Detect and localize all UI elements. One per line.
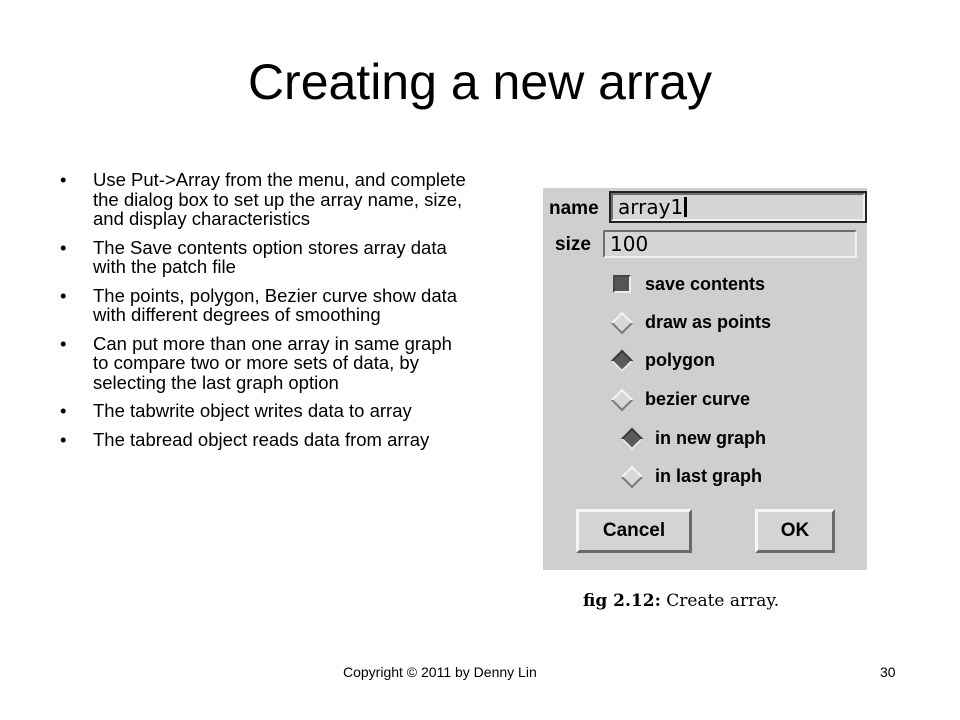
radio-in-last-graph[interactable]	[621, 464, 762, 488]
bullet-text: Use Put->Array from the menu, and complete the dialog box to set up the array name, size, and display characteristics	[93, 169, 466, 229]
cancel-button[interactable]: Cancel	[576, 509, 692, 553]
bullet-list	[60, 170, 470, 458]
create-array-dialog	[543, 188, 867, 570]
bullet-text: The tabwrite object writes data to array	[93, 400, 412, 421]
radio-on-icon	[611, 350, 631, 370]
ok-button[interactable]: OK	[755, 509, 835, 553]
figure-caption	[583, 591, 779, 611]
radio-off-icon	[621, 466, 641, 486]
size-field[interactable]	[603, 230, 857, 258]
radio-on-icon	[621, 428, 641, 448]
figure-caption-text: Create array.	[666, 591, 780, 611]
name-value: array1	[618, 195, 684, 219]
bullet-dot: •	[60, 400, 67, 421]
bullet-text: Can put more than one array in same graph to compare two or more sets of data, by selecting the last graph option	[93, 332, 452, 393]
bullet-text: The tabread object reads data from array	[93, 428, 430, 450]
figure-number: fig 2.12:	[583, 591, 661, 611]
bezier-curve-label: bezier curve	[645, 388, 751, 409]
copyright-footer: Copyright © 2011 by Denny Lin	[343, 664, 537, 680]
radio-draw-as-points[interactable]	[611, 310, 771, 334]
in-last-graph-label: in last graph	[655, 465, 763, 486]
bullet-dot: •	[60, 332, 67, 354]
bullet-text: The points, polygon, Bezier curve show data with different degrees of smoothing	[93, 284, 458, 325]
bullet-dot: •	[60, 169, 67, 190]
bullet-item	[60, 430, 470, 450]
draw-as-points-label: draw as points	[645, 311, 772, 332]
save-contents-label: save contents	[645, 273, 766, 294]
bullet-item	[60, 401, 470, 421]
size-value: 100	[610, 232, 649, 256]
name-label: name	[549, 198, 599, 219]
bullet-item	[60, 334, 470, 393]
bullet-dot: •	[60, 236, 67, 258]
size-label: size	[555, 234, 591, 255]
bullet-item	[60, 238, 470, 277]
in-new-graph-label: in new graph	[655, 427, 767, 448]
page-number: 30	[880, 664, 896, 680]
save-contents-checkbox[interactable]	[613, 272, 765, 296]
radio-bezier-curve[interactable]	[611, 387, 750, 411]
bullet-item	[60, 170, 470, 229]
radio-off-icon	[611, 389, 631, 409]
radio-polygon[interactable]	[611, 348, 715, 372]
bullet-dot: •	[60, 428, 67, 450]
radio-off-icon	[611, 312, 631, 332]
checkbox-checked-icon	[613, 275, 631, 293]
radio-in-new-graph[interactable]	[621, 426, 766, 450]
bullet-text: The Save contents option stores array data with the patch file	[93, 236, 447, 277]
slide-title: Creating a new array	[247, 54, 713, 110]
text-caret	[684, 197, 687, 217]
bullet-dot: •	[60, 284, 67, 306]
polygon-label: polygon	[645, 349, 715, 370]
bullet-item	[60, 286, 470, 325]
name-field[interactable]	[611, 193, 865, 221]
